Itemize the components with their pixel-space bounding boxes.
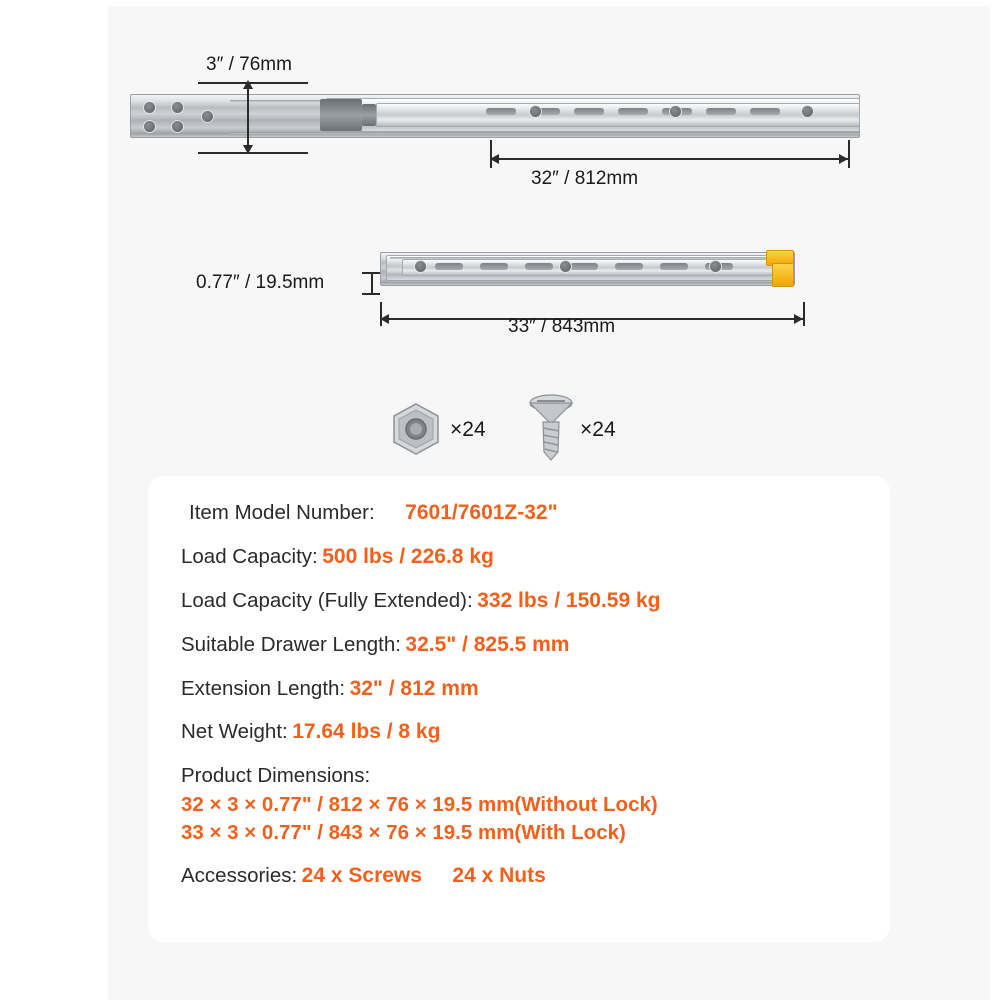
spec-label-product-dimensions: Product Dimensions: xyxy=(181,764,371,788)
spec-label-drawer-length: Suitable Drawer Length: xyxy=(181,632,401,656)
spec-row-product-dimensions xyxy=(181,763,872,846)
length-arrow-left xyxy=(380,314,389,324)
locked-rail-slot xyxy=(525,263,553,270)
rail-groove xyxy=(230,132,860,134)
spec-value-accessories-screws: 24 x Screws xyxy=(301,863,422,887)
closed-slide-width-label: 3″ / 76mm xyxy=(206,54,292,75)
locked-rail-groove xyxy=(390,257,790,259)
spec-value-load-capacity-extended: 332 lbs / 150.59 kg xyxy=(477,588,661,612)
spec-row-load-capacity xyxy=(181,544,872,571)
locked-slide-thickness-label: 0.77″ / 19.5mm xyxy=(196,272,325,293)
ball-bearing-retainer xyxy=(320,99,362,131)
mounting-hole xyxy=(172,121,183,132)
spec-row-model xyxy=(181,500,872,527)
yellow-release-lever xyxy=(772,263,794,287)
spec-row-extension-length xyxy=(181,676,872,703)
thickness-dimension-line xyxy=(371,272,373,294)
spec-label-net-weight: Net Weight: xyxy=(181,720,288,744)
mounting-hole xyxy=(202,111,213,122)
width-dimension-line xyxy=(247,82,249,152)
spec-label-load-capacity: Load Capacity: xyxy=(181,544,318,568)
spec-value-net-weight: 17.64 lbs / 8 kg xyxy=(292,720,441,744)
locked-rail-slot xyxy=(570,263,598,270)
screw-count-label: ×24 xyxy=(580,418,616,441)
locked-rail-slot xyxy=(480,263,508,270)
rail-hole xyxy=(802,106,813,117)
locked-rail-hole xyxy=(415,261,426,272)
rail-hole xyxy=(670,106,681,117)
nut-count-label: ×24 xyxy=(450,418,486,441)
extension-arrow-right xyxy=(839,154,848,164)
rail-slot xyxy=(574,108,604,115)
page-right-margin xyxy=(990,0,1000,1000)
hardware-nut xyxy=(388,400,508,462)
slide-inner-rail xyxy=(376,103,860,127)
width-extension-line-bottom xyxy=(198,152,308,154)
length-tick-right xyxy=(803,302,805,326)
rail-slot xyxy=(618,108,648,115)
page-left-margin xyxy=(0,0,108,1000)
locked-slide-length-label: 33″ / 843mm xyxy=(508,316,616,337)
locked-rail-groove xyxy=(390,280,790,282)
spec-value-drawer-length: 32.5" / 825.5 mm xyxy=(405,632,570,656)
locked-rail-slot xyxy=(615,263,643,270)
locked-rail-slot xyxy=(660,263,688,270)
nut-icon xyxy=(388,400,444,458)
extension-arrow-left xyxy=(490,154,499,164)
spec-value-accessories-nuts: 24 x Nuts xyxy=(452,863,546,887)
mounting-hole xyxy=(144,102,155,113)
closed-slide-figure xyxy=(130,86,860,146)
spec-row-drawer-length xyxy=(181,632,872,659)
extension-tick-right xyxy=(848,140,850,168)
locked-rail-hole xyxy=(710,261,721,272)
rail-slot xyxy=(706,108,736,115)
page-top-margin xyxy=(0,0,1000,6)
rail-slot xyxy=(750,108,780,115)
spec-row-accessories xyxy=(181,863,872,890)
spec-label-model: Item Model Number: xyxy=(189,501,375,524)
locked-rail-slot xyxy=(435,263,463,270)
spec-row-net-weight xyxy=(181,719,872,746)
thickness-extension-line-bottom xyxy=(362,293,380,295)
mounting-hole xyxy=(172,102,183,113)
spec-value-dimensions-without-lock: 32 × 3 × 0.77" / 812 × 76 × 19.5 mm(Without Lock) xyxy=(181,793,658,817)
extension-dimension-line xyxy=(490,158,848,160)
spec-label-load-capacity-extended: Load Capacity (Fully Extended): xyxy=(181,588,473,612)
locked-slide-figure xyxy=(380,246,805,294)
closed-slide-extension-label: 32″ / 812mm xyxy=(531,168,639,189)
width-extension-line-top xyxy=(198,82,308,84)
rail-hole xyxy=(530,106,541,117)
mounting-hole xyxy=(144,121,155,132)
length-arrow-right xyxy=(794,314,803,324)
spec-value-model: 7601/7601Z-32" xyxy=(405,501,558,524)
hardware-screw xyxy=(528,390,648,462)
spec-value-extension-length: 32" / 812 mm xyxy=(349,676,479,700)
ball-bearing-retainer xyxy=(362,104,376,126)
spec-label-accessories: Accessories: xyxy=(181,863,298,887)
spec-label-extension-length: Extension Length: xyxy=(181,676,346,700)
locked-rail-hole xyxy=(560,261,571,272)
spec-row-load-capacity-extended xyxy=(181,588,872,615)
rail-slot xyxy=(486,108,516,115)
spec-value-dimensions-with-lock: 33 × 3 × 0.77" / 843 × 76 × 19.5 mm(With Lock) xyxy=(181,820,626,844)
screw-icon xyxy=(528,390,574,462)
spec-value-load-capacity: 500 lbs / 226.8 kg xyxy=(322,544,494,568)
specification-card xyxy=(148,476,890,942)
specification-list xyxy=(181,500,872,907)
thickness-extension-line-top xyxy=(362,272,380,274)
